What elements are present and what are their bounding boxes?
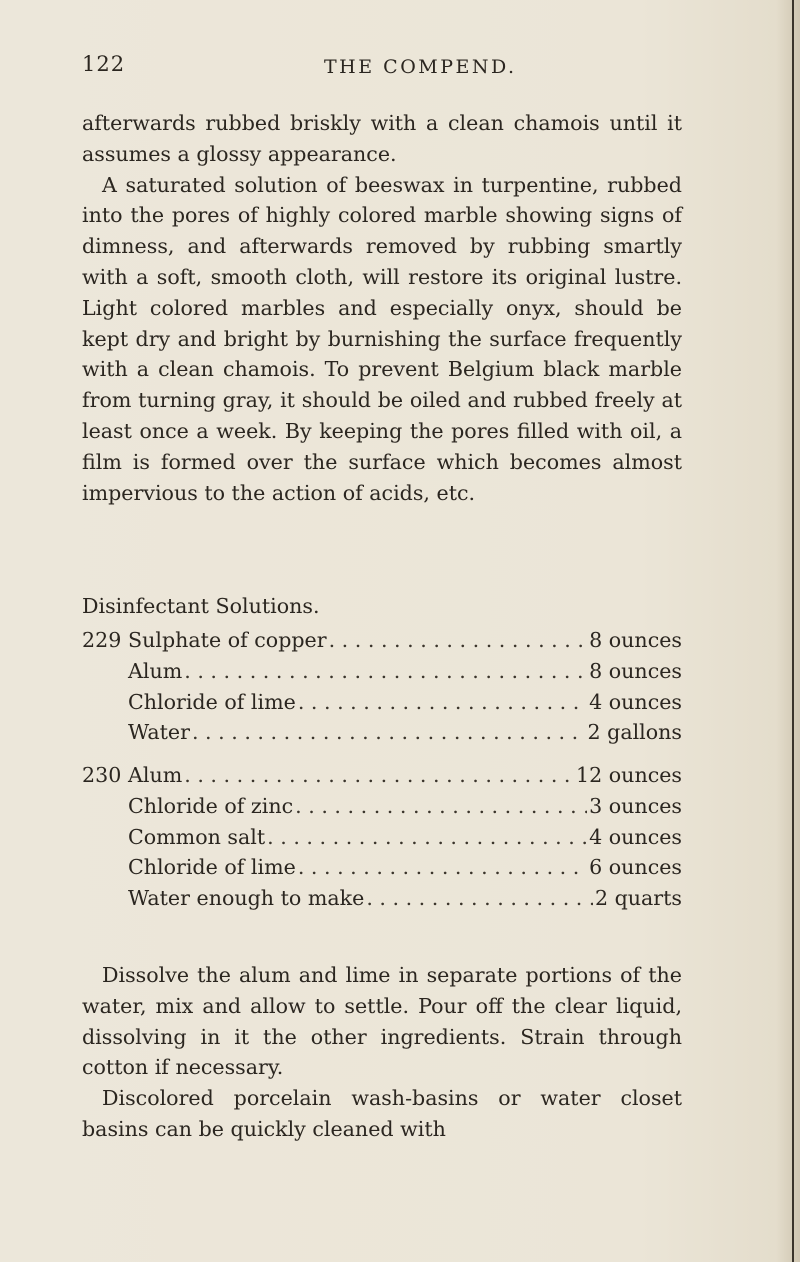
leader-dots bbox=[184, 656, 587, 687]
recipe-230 bbox=[82, 760, 682, 914]
body-text bbox=[82, 108, 682, 508]
ingredient-quantity: 3 ounces bbox=[589, 793, 682, 818]
ingredient-quantity: 4 ounces bbox=[589, 824, 682, 849]
paragraph-continuation: afterwards rubbed briskly with a clean chamois until it assumes a glossy appearance. bbox=[82, 111, 682, 166]
paragraph-beeswax: A saturated solution of beeswax in turpentine, rubbed into the pores of highly colored marble showing signs of dimness, and afterwards removed by rubbing smartly with a soft, smooth cloth, will restore its original lustre. Light colored marbles and especially onyx, should be kept dry and bright by burnishing the surface frequently with a clean chamois. To prevent Belgium black marble from turning gray, it should be oiled and rubbed freely at least once a week. By keeping the pores filled with oil, a film is formed over the surface which becomes almost impervious to the action of acids, etc. bbox=[82, 172, 682, 505]
leader-dots bbox=[298, 852, 587, 883]
page-number: 122 bbox=[82, 52, 126, 76]
ingredient-quantity: 2 gallons bbox=[587, 720, 682, 745]
leader-dots bbox=[298, 687, 587, 718]
ingredient-name: Common salt bbox=[128, 824, 266, 849]
ingredient-row bbox=[82, 822, 682, 853]
ingredient-name: Alum bbox=[128, 658, 183, 683]
ingredient-row bbox=[82, 625, 682, 656]
ingredient-name: Chloride of lime bbox=[128, 689, 296, 714]
leader-dots bbox=[329, 625, 588, 656]
ingredient-name: Chloride of zinc bbox=[128, 793, 294, 818]
section-heading: Disinfectant Solutions. bbox=[82, 594, 320, 618]
paragraph-dissolve: Dissolve the alum and lime in separate portions of the water, mix and allow to settle. Pour off the clear liquid, dissolving in it the other ingredients. Strain through cotton if necessary. bbox=[82, 963, 682, 1080]
recipe-229 bbox=[82, 625, 682, 748]
ingredient-row bbox=[82, 852, 682, 883]
ingredient-name: Alum bbox=[128, 763, 183, 787]
ingredient-quantity: 12 ounces bbox=[576, 763, 682, 787]
leader-dots bbox=[295, 791, 587, 822]
ingredient-row bbox=[82, 687, 682, 718]
ingredient-quantity: 4 ounces bbox=[589, 689, 682, 714]
ingredient-row bbox=[82, 760, 682, 791]
leader-dots bbox=[366, 883, 593, 914]
ingredient-quantity: 8 ounces bbox=[589, 628, 682, 652]
ingredient-quantity: 6 ounces bbox=[589, 855, 682, 880]
ingredient-row bbox=[82, 656, 682, 687]
ingredient-quantity: 8 ounces bbox=[589, 658, 682, 683]
leader-dots bbox=[184, 760, 574, 791]
page-edge bbox=[792, 0, 794, 1262]
paragraph-discolored: Discolored porcelain wash-basins or water closet basins can be quickly cleaned with bbox=[82, 1086, 682, 1141]
leader-dots bbox=[192, 717, 586, 748]
ingredient-row bbox=[82, 791, 682, 822]
closing-text bbox=[82, 960, 682, 1145]
ingredient-name: Chloride of lime bbox=[128, 855, 296, 880]
recipe-number: 229 bbox=[82, 628, 122, 652]
ingredient-name: Water bbox=[128, 720, 190, 745]
ingredient-row bbox=[82, 717, 682, 748]
ingredient-quantity: 2 quarts bbox=[594, 886, 682, 911]
ingredient-row bbox=[82, 883, 682, 914]
ingredient-name: Sulphate of copper bbox=[128, 628, 327, 652]
ingredient-name: Water enough to make bbox=[128, 886, 365, 911]
leader-dots bbox=[267, 822, 587, 853]
recipe-number: 230 bbox=[82, 763, 122, 787]
running-title: THE COMPEND. bbox=[324, 56, 517, 78]
